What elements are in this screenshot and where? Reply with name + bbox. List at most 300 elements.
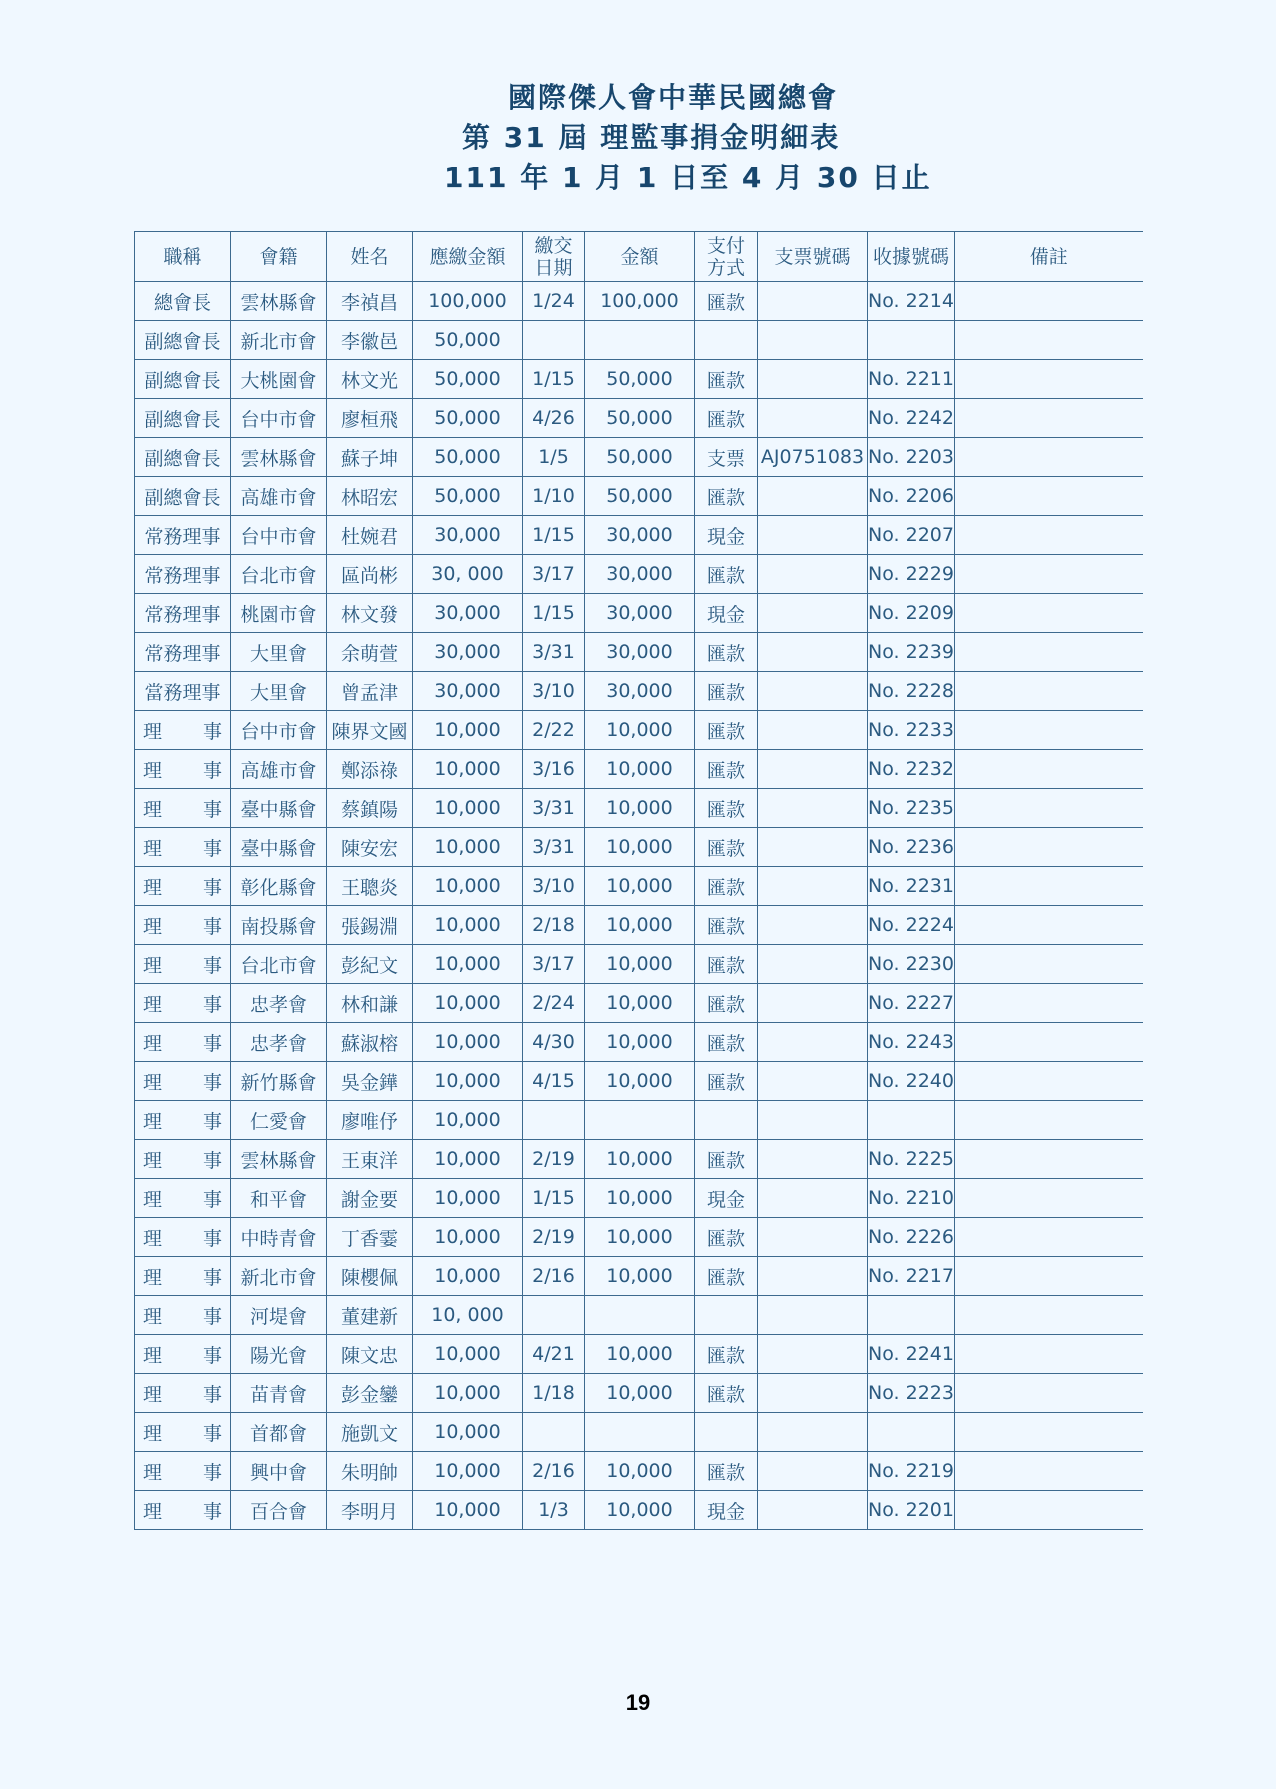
cell-chapter: 中時青會 [231,1218,327,1257]
cell-amount-due: 30,000 [413,594,523,633]
cell-check-number [758,789,868,828]
cell-check-number [758,750,868,789]
cell-notes [955,555,1143,594]
cell-notes [955,945,1143,984]
cell-amount-due: 50,000 [413,477,523,516]
cell-amount: 10,000 [585,984,695,1023]
cell-amount-due: 10,000 [413,1218,523,1257]
cell-name: 余萌萱 [327,633,413,672]
cell-amount-due: 10,000 [413,867,523,906]
cell-name: 曾孟津 [327,672,413,711]
cell-payment-date: 2/18 [523,906,585,945]
cell-amount-due: 50,000 [413,399,523,438]
role-label: 副總會長 [144,330,221,353]
role-char: 事 [202,837,222,860]
cell-check-number [758,282,868,321]
role-char: 事 [202,1071,222,1094]
cell-chapter: 新北市會 [231,321,327,360]
table-row [135,711,1143,750]
role-char: 事 [202,1227,222,1250]
document-date-range: 111 年 1 月 1 日至 4 月 30 日止 [444,161,932,194]
cell-amount-due: 10,000 [413,789,523,828]
table-row [135,1101,1143,1140]
cell-chapter: 台北市會 [231,945,327,984]
cell-name: 施凱文 [327,1413,413,1452]
role-char: 事 [202,1461,222,1484]
cell-title [135,789,231,828]
cell-receipt-number: No. 2210 [868,1179,955,1218]
cell-amount: 10,000 [585,1218,695,1257]
cell-payment-method: 現金 [695,1179,758,1218]
cell-payment-method: 支票 [695,438,758,477]
cell-payment-date: 2/24 [523,984,585,1023]
cell-amount-due: 50,000 [413,438,523,477]
role-char: 事 [202,954,222,977]
cell-receipt-number: No. 2211 [868,360,955,399]
role-label: 常務理事 [144,603,221,626]
cell-title [135,633,231,672]
table-row [135,360,1143,399]
role-char: 理 [143,1188,163,1211]
cell-receipt-number: No. 2206 [868,477,955,516]
cell-payment-method: 匯款 [695,399,758,438]
cell-payment-date: 1/15 [523,594,585,633]
cell-title [135,1257,231,1296]
cell-payment-method: 匯款 [695,828,758,867]
role-label [135,1380,230,1407]
cell-notes [955,321,1143,360]
cell-payment-method: 匯款 [695,1023,758,1062]
role-char: 事 [202,1344,222,1367]
cell-check-number [758,1023,868,1062]
cell-payment-method: 匯款 [695,867,758,906]
cell-payment-date: 2/16 [523,1257,585,1296]
cell-title [135,360,231,399]
role-char: 理 [143,993,163,1016]
cell-receipt-number [868,1413,955,1452]
cell-chapter: 台北市會 [231,555,327,594]
role-label [135,717,230,744]
role-char: 事 [202,720,222,743]
cell-payment-method: 匯款 [695,750,758,789]
table-row [135,1452,1143,1491]
role-label: 常務理事 [144,564,221,587]
cell-amount-due: 10,000 [413,1452,523,1491]
cell-check-number: AJ0751083 [758,438,868,477]
page-number: 19 [625,1690,651,1715]
cell-chapter: 新竹縣會 [231,1062,327,1101]
cell-payment-date: 1/15 [523,516,585,555]
header-title: 職稱 [135,232,231,282]
cell-check-number [758,867,868,906]
cell-notes [955,1179,1143,1218]
cell-chapter: 台中市會 [231,516,327,555]
cell-name: 謝金要 [327,1179,413,1218]
cell-payment-method: 匯款 [695,906,758,945]
role-char: 事 [202,876,222,899]
document-title: 國際傑人會中華民國總會 [508,81,839,114]
role-char: 理 [143,1071,163,1094]
cell-payment-date: 1/24 [523,282,585,321]
role-char: 事 [202,1500,222,1523]
cell-title [135,1218,231,1257]
cell-title [135,1374,231,1413]
cell-title [135,555,231,594]
table-body [135,282,1143,1530]
cell-amount-due: 10,000 [413,984,523,1023]
cell-amount [585,321,695,360]
cell-amount-due: 10, 000 [413,1296,523,1335]
cell-payment-method [695,1296,758,1335]
role-label: 副總會長 [144,486,221,509]
cell-chapter: 忠孝會 [231,1023,327,1062]
cell-notes [955,516,1143,555]
header-amount-due: 應繳金額 [413,232,523,282]
cell-payment-date: 3/10 [523,672,585,711]
cell-payment-method: 匯款 [695,1257,758,1296]
cell-payment-date: 3/31 [523,789,585,828]
role-char: 理 [143,720,163,743]
cell-title [135,672,231,711]
cell-chapter: 雲林縣會 [231,1140,327,1179]
table-row [135,1491,1143,1530]
cell-check-number [758,1179,868,1218]
cell-notes [955,1101,1143,1140]
role-char: 理 [143,1032,163,1055]
cell-payment-method: 匯款 [695,477,758,516]
table-row [135,282,1143,321]
cell-payment-method: 匯款 [695,1452,758,1491]
role-char: 理 [143,1500,163,1523]
cell-receipt-number: No. 2224 [868,906,955,945]
cell-payment-method: 匯款 [695,1374,758,1413]
cell-receipt-number: No. 2236 [868,828,955,867]
role-char: 理 [143,915,163,938]
cell-chapter: 臺中縣會 [231,828,327,867]
header-chapter: 會籍 [231,232,327,282]
role-char: 事 [202,759,222,782]
table-row [135,750,1143,789]
cell-check-number [758,594,868,633]
cell-check-number [758,1062,868,1101]
role-label [135,1497,230,1524]
cell-name: 陳安宏 [327,828,413,867]
cell-notes [955,1296,1143,1335]
cell-check-number [758,321,868,360]
cell-amount: 10,000 [585,1257,695,1296]
cell-amount: 50,000 [585,360,695,399]
cell-chapter: 百合會 [231,1491,327,1530]
cell-receipt-number: No. 2225 [868,1140,955,1179]
cell-payment-date: 1/3 [523,1491,585,1530]
cell-notes [955,1374,1143,1413]
cell-amount-due: 10,000 [413,1257,523,1296]
cell-payment-date: 2/19 [523,1218,585,1257]
cell-notes [955,477,1143,516]
cell-amount-due: 10,000 [413,945,523,984]
table-row [135,906,1143,945]
cell-amount: 10,000 [585,867,695,906]
cell-title [135,1491,231,1530]
cell-amount-due: 10,000 [413,711,523,750]
cell-payment-date: 3/31 [523,633,585,672]
cell-title [135,711,231,750]
cell-chapter: 大桃園會 [231,360,327,399]
header-check-number: 支票號碼 [758,232,868,282]
cell-amount: 10,000 [585,711,695,750]
cell-amount: 10,000 [585,1140,695,1179]
cell-check-number [758,477,868,516]
cell-receipt-number: No. 2217 [868,1257,955,1296]
role-label [135,951,230,978]
cell-chapter: 彰化縣會 [231,867,327,906]
cell-payment-date: 4/30 [523,1023,585,1062]
cell-title [135,1179,231,1218]
cell-chapter: 陽光會 [231,1335,327,1374]
role-char: 事 [202,1383,222,1406]
cell-check-number [758,1296,868,1335]
cell-check-number [758,1491,868,1530]
cell-name: 朱明帥 [327,1452,413,1491]
cell-receipt-number: No. 2214 [868,282,955,321]
role-char: 理 [143,1227,163,1250]
cell-notes [955,1257,1143,1296]
cell-check-number [758,516,868,555]
cell-name: 陳界文國 [327,711,413,750]
role-char: 理 [143,798,163,821]
cell-title [135,399,231,438]
cell-title [135,1062,231,1101]
cell-receipt-number [868,321,955,360]
role-char: 理 [143,954,163,977]
table-row [135,1023,1143,1062]
role-label [135,873,230,900]
role-label [135,1419,230,1446]
cell-payment-date [523,1296,585,1335]
cell-amount: 10,000 [585,1491,695,1530]
cell-notes [955,594,1143,633]
role-label [135,990,230,1017]
cell-payment-method: 現金 [695,516,758,555]
cell-payment-date: 3/17 [523,555,585,594]
cell-title [135,867,231,906]
cell-title [135,906,231,945]
cell-receipt-number: No. 2232 [868,750,955,789]
table-row [135,1218,1143,1257]
cell-amount-due: 10,000 [413,906,523,945]
document-subtitle: 第 31 屆 理監事捐金明細表 [462,121,841,154]
cell-payment-date: 4/26 [523,399,585,438]
cell-amount: 10,000 [585,828,695,867]
cell-amount-due: 10,000 [413,1179,523,1218]
cell-title [135,321,231,360]
cell-check-number [758,360,868,399]
cell-notes [955,984,1143,1023]
cell-name: 丁香霎 [327,1218,413,1257]
cell-check-number [758,1140,868,1179]
role-char: 理 [143,1149,163,1172]
cell-amount: 30,000 [585,672,695,711]
cell-chapter: 臺中縣會 [231,789,327,828]
cell-amount: 10,000 [585,789,695,828]
cell-chapter: 高雄市會 [231,477,327,516]
cell-payment-date: 3/17 [523,945,585,984]
cell-amount: 50,000 [585,477,695,516]
header-name: 姓名 [327,232,413,282]
header-payment-date [523,232,585,282]
cell-chapter: 桃園市會 [231,594,327,633]
cell-amount-due: 10,000 [413,1140,523,1179]
donation-table [134,231,1143,1530]
cell-payment-date [523,1413,585,1452]
role-char: 理 [143,837,163,860]
cell-amount-due: 10,000 [413,1413,523,1452]
cell-payment-method: 匯款 [695,1062,758,1101]
cell-payment-date: 1/15 [523,1179,585,1218]
cell-name: 李禎昌 [327,282,413,321]
cell-chapter: 台中市會 [231,399,327,438]
cell-title [135,516,231,555]
table-row [135,555,1143,594]
cell-notes [955,672,1143,711]
cell-title [135,945,231,984]
cell-notes [955,1452,1143,1491]
cell-check-number [758,1413,868,1452]
cell-name: 林昭宏 [327,477,413,516]
cell-amount-due: 10,000 [413,1374,523,1413]
cell-chapter: 南投縣會 [231,906,327,945]
cell-title [135,594,231,633]
cell-notes [955,438,1143,477]
role-char: 事 [202,1149,222,1172]
cell-amount-due: 10,000 [413,1023,523,1062]
cell-chapter: 苗青會 [231,1374,327,1413]
cell-notes [955,1023,1143,1062]
cell-payment-method: 匯款 [695,360,758,399]
role-char: 理 [143,1344,163,1367]
cell-title [135,438,231,477]
role-char: 事 [202,915,222,938]
cell-name: 王聰炎 [327,867,413,906]
role-label: 副總會長 [144,369,221,392]
cell-notes [955,282,1143,321]
cell-amount-due: 50,000 [413,360,523,399]
cell-amount: 10,000 [585,1179,695,1218]
cell-chapter: 新北市會 [231,1257,327,1296]
cell-amount-due: 30,000 [413,633,523,672]
cell-check-number [758,906,868,945]
header-payment-method [695,232,758,282]
cell-receipt-number: No. 2241 [868,1335,955,1374]
cell-name: 蔡鎮陽 [327,789,413,828]
cell-amount [585,1296,695,1335]
role-char: 事 [202,993,222,1016]
role-char: 理 [143,1461,163,1484]
header-payment-date-text: 繳交日期 [534,234,573,279]
cell-amount-due: 10,000 [413,1062,523,1101]
role-label [135,1107,230,1134]
cell-title [135,282,231,321]
cell-payment-date [523,1101,585,1140]
cell-chapter: 大里會 [231,672,327,711]
cell-receipt-number: No. 2201 [868,1491,955,1530]
cell-receipt-number: No. 2203 [868,438,955,477]
cell-payment-date: 1/5 [523,438,585,477]
role-label: 常務理事 [144,525,221,548]
cell-receipt-number: No. 2228 [868,672,955,711]
table-row [135,789,1143,828]
cell-receipt-number: No. 2235 [868,789,955,828]
cell-name: 廖唯伃 [327,1101,413,1140]
table-row [135,1296,1143,1335]
cell-title [135,984,231,1023]
cell-notes [955,1413,1143,1452]
role-char: 事 [202,1110,222,1133]
role-label [135,1263,230,1290]
cell-payment-method: 匯款 [695,789,758,828]
cell-check-number [758,555,868,594]
cell-receipt-number [868,1101,955,1140]
cell-notes [955,828,1143,867]
cell-amount [585,1413,695,1452]
cell-check-number [758,1101,868,1140]
role-label [135,1224,230,1251]
role-char: 事 [202,1422,222,1445]
role-label [135,1068,230,1095]
cell-payment-method: 匯款 [695,1218,758,1257]
cell-payment-method: 現金 [695,594,758,633]
cell-receipt-number: No. 2242 [868,399,955,438]
cell-receipt-number: No. 2230 [868,945,955,984]
cell-payment-method: 匯款 [695,555,758,594]
role-label [135,1458,230,1485]
cell-payment-method: 匯款 [695,711,758,750]
cell-check-number [758,945,868,984]
cell-payment-method: 匯款 [695,984,758,1023]
cell-payment-date: 4/21 [523,1335,585,1374]
table-row [135,321,1143,360]
cell-notes [955,867,1143,906]
cell-name: 王東洋 [327,1140,413,1179]
role-label [135,756,230,783]
cell-notes [955,750,1143,789]
cell-amount [585,1101,695,1140]
role-char: 理 [143,876,163,899]
cell-name: 陳文忠 [327,1335,413,1374]
cell-receipt-number: No. 2227 [868,984,955,1023]
cell-name: 林文光 [327,360,413,399]
cell-chapter: 大里會 [231,633,327,672]
cell-payment-method: 匯款 [695,672,758,711]
cell-chapter: 高雄市會 [231,750,327,789]
table-row [135,477,1143,516]
table-row [135,399,1143,438]
cell-chapter: 雲林縣會 [231,282,327,321]
cell-payment-date: 2/16 [523,1452,585,1491]
cell-check-number [758,1218,868,1257]
cell-check-number [758,399,868,438]
role-char: 事 [202,798,222,821]
cell-payment-date: 1/10 [523,477,585,516]
cell-receipt-number [868,1296,955,1335]
cell-notes [955,906,1143,945]
role-label [135,1302,230,1329]
cell-chapter: 興中會 [231,1452,327,1491]
cell-payment-date: 2/22 [523,711,585,750]
header-notes: 備註 [955,232,1143,282]
cell-payment-date: 4/15 [523,1062,585,1101]
table-row [135,1413,1143,1452]
